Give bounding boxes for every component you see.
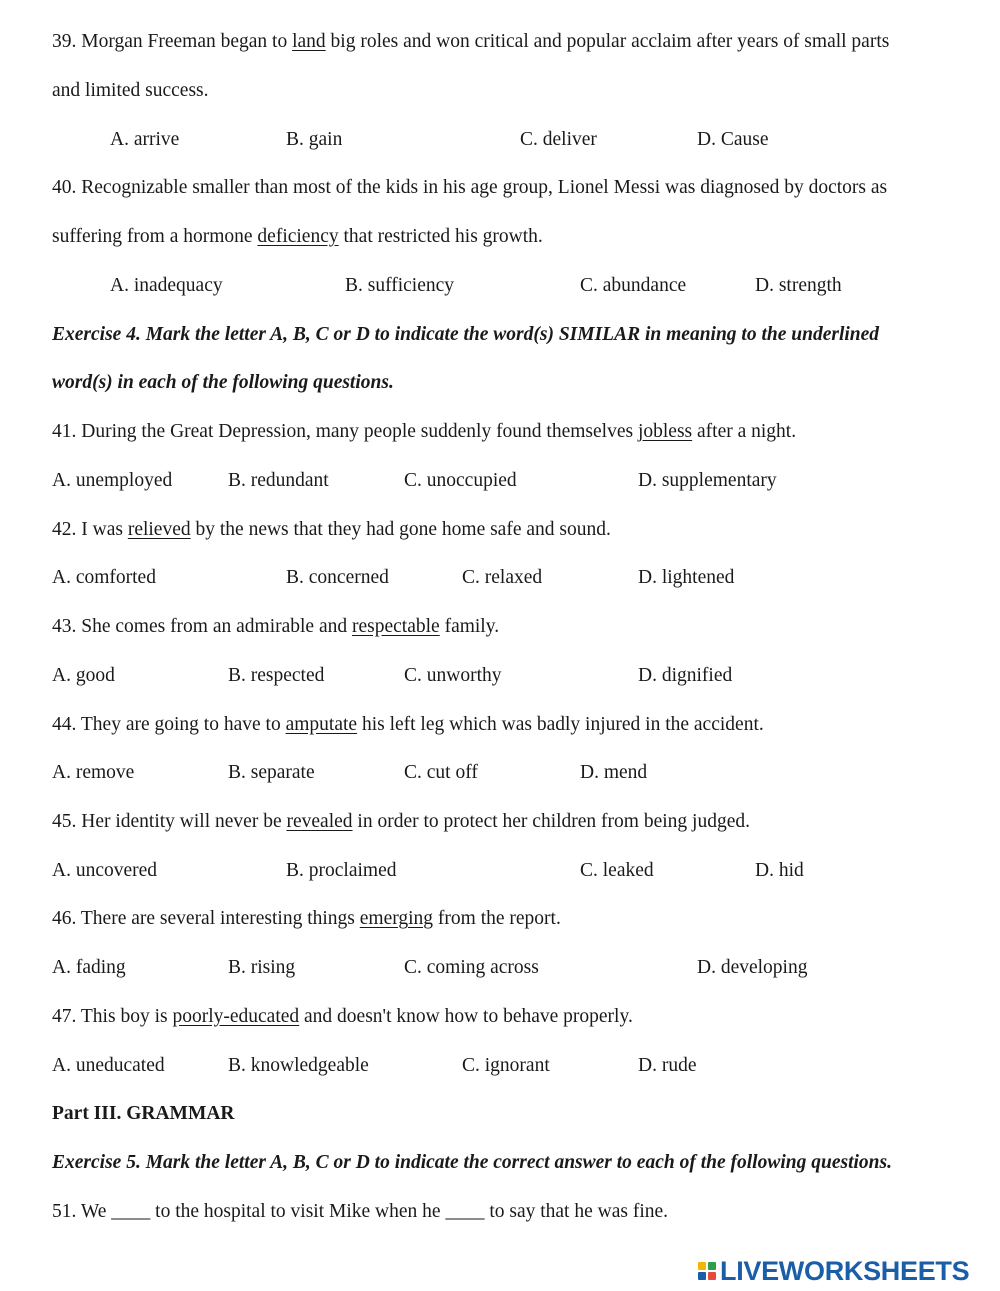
q46-option-a[interactable]: A. fading xyxy=(52,957,126,978)
q40-stem-line2: suffering from a hormone deficiency that restricted his growth. xyxy=(52,226,543,247)
q46-option-d[interactable]: D. developing xyxy=(697,957,808,978)
logo-text: LIVEWORKSHEETS xyxy=(720,1255,970,1286)
q47-option-a[interactable]: A. uneducated xyxy=(52,1055,165,1076)
exercise4-heading-line1: Exercise 4. Mark the letter A, B, C or D to indicate the word(s) SIMILAR in meaning to the underlined xyxy=(52,324,880,345)
q46-option-b[interactable]: B. rising xyxy=(228,957,296,978)
q47-option-d[interactable]: D. rude xyxy=(638,1055,697,1076)
logo-tile xyxy=(698,1272,706,1280)
q45-option-d[interactable]: D. hid xyxy=(755,860,804,881)
part3-title: Part III. GRAMMAR xyxy=(52,1103,235,1124)
q46-stem: 46. There are several interesting things emerging from the report. xyxy=(52,908,561,929)
q46-underlined-word: emerging xyxy=(359,908,434,929)
q43-option-b[interactable]: B. respected xyxy=(228,665,325,686)
q51-stem: 51. We ____ to the hospital to visit Mike when he ____ to say that he was fine. xyxy=(52,1201,669,1222)
q42-option-b[interactable]: B. concerned xyxy=(286,567,389,588)
q42-option-a[interactable]: A. comforted xyxy=(52,567,156,588)
q43-stem: 43. She comes from an admirable and respectable family. xyxy=(52,616,500,637)
q42-option-d[interactable]: D. lightened xyxy=(638,567,735,588)
q43-option-d[interactable]: D. dignified xyxy=(638,665,733,686)
q45-option-b[interactable]: B. proclaimed xyxy=(286,860,397,881)
q42-underlined-word: relieved xyxy=(127,519,191,540)
q47-option-b[interactable]: B. knowledgeable xyxy=(228,1055,369,1076)
q43-option-c[interactable]: C. unworthy xyxy=(404,665,502,686)
q40-option-c[interactable]: C. abundance xyxy=(580,275,687,296)
q41-option-b[interactable]: B. redundant xyxy=(228,470,329,491)
q41-option-d[interactable]: D. supplementary xyxy=(638,470,777,491)
q41-option-a[interactable]: A. unemployed xyxy=(52,470,173,491)
q47-underlined-word: poorly-educated xyxy=(172,1006,300,1027)
q47-stem: 47. This boy is poorly-educated and doesn't know how to behave properly. xyxy=(52,1006,633,1027)
q43-option-a[interactable]: A. good xyxy=(52,665,115,686)
q47-option-c[interactable]: C. ignorant xyxy=(462,1055,550,1076)
q43-underlined-word: respectable xyxy=(352,616,440,637)
q39-option-a[interactable]: A. arrive xyxy=(110,129,180,150)
q41-stem: 41. During the Great Depression, many people suddenly found themselves jobless after a night. xyxy=(52,421,797,442)
q45-underlined-word: revealed xyxy=(286,811,353,832)
q44-stem: 44. They are going to have to amputate his left leg which was badly injured in the accident. xyxy=(52,714,764,735)
q45-option-c[interactable]: C. leaked xyxy=(580,860,654,881)
logo-tile xyxy=(708,1262,716,1270)
q39-option-b[interactable]: B. gain xyxy=(286,129,343,150)
q39-underlined-word: land xyxy=(292,31,326,52)
logo-tile xyxy=(708,1272,716,1280)
q39-option-d[interactable]: D. Cause xyxy=(697,129,769,150)
logo-tiles-icon xyxy=(698,1262,716,1280)
q44-option-a[interactable]: A. remove xyxy=(52,762,135,783)
q41-option-c[interactable]: C. unoccupied xyxy=(404,470,517,491)
q42-stem: 42. I was relieved by the news that they had gone home safe and sound. xyxy=(52,519,611,540)
q40-option-b[interactable]: B. sufficiency xyxy=(345,275,455,296)
q44-underlined-word: amputate xyxy=(285,714,358,735)
q39-option-c[interactable]: C. deliver xyxy=(520,129,597,150)
q45-option-a[interactable]: A. uncovered xyxy=(52,860,158,881)
q46-option-c[interactable]: C. coming across xyxy=(404,957,539,978)
q44-option-d[interactable]: D. mend xyxy=(580,762,648,783)
q40-stem-line1: 40. Recognizable smaller than most of the kids in his age group, Lionel Messi was diagnosed by doctors as xyxy=(52,177,888,198)
q39-stem-line2: and limited success. xyxy=(52,80,209,101)
q44-option-c[interactable]: C. cut off xyxy=(404,762,478,783)
q40-option-a[interactable]: A. inadequacy xyxy=(110,275,223,296)
exercise4-heading-line2: word(s) in each of the following questions. xyxy=(52,372,394,393)
exercise5-heading: Exercise 5. Mark the letter A, B, C or D to indicate the correct answer to each of the following questions. xyxy=(52,1152,892,1173)
q39-stem-line1: 39. Morgan Freeman began to land big roles and won critical and popular acclaim after years of small parts xyxy=(52,31,890,52)
logo-tile xyxy=(698,1262,706,1270)
q44-option-b[interactable]: B. separate xyxy=(228,762,315,783)
q40-option-d[interactable]: D. strength xyxy=(755,275,842,296)
q45-stem: 45. Her identity will never be revealed in order to protect her children from being judged. xyxy=(52,811,750,832)
q42-option-c[interactable]: C. relaxed xyxy=(462,567,543,588)
liveworksheets-logo xyxy=(698,1256,969,1286)
q41-underlined-word: jobless xyxy=(637,421,693,442)
q40-underlined-word: deficiency xyxy=(257,226,339,247)
